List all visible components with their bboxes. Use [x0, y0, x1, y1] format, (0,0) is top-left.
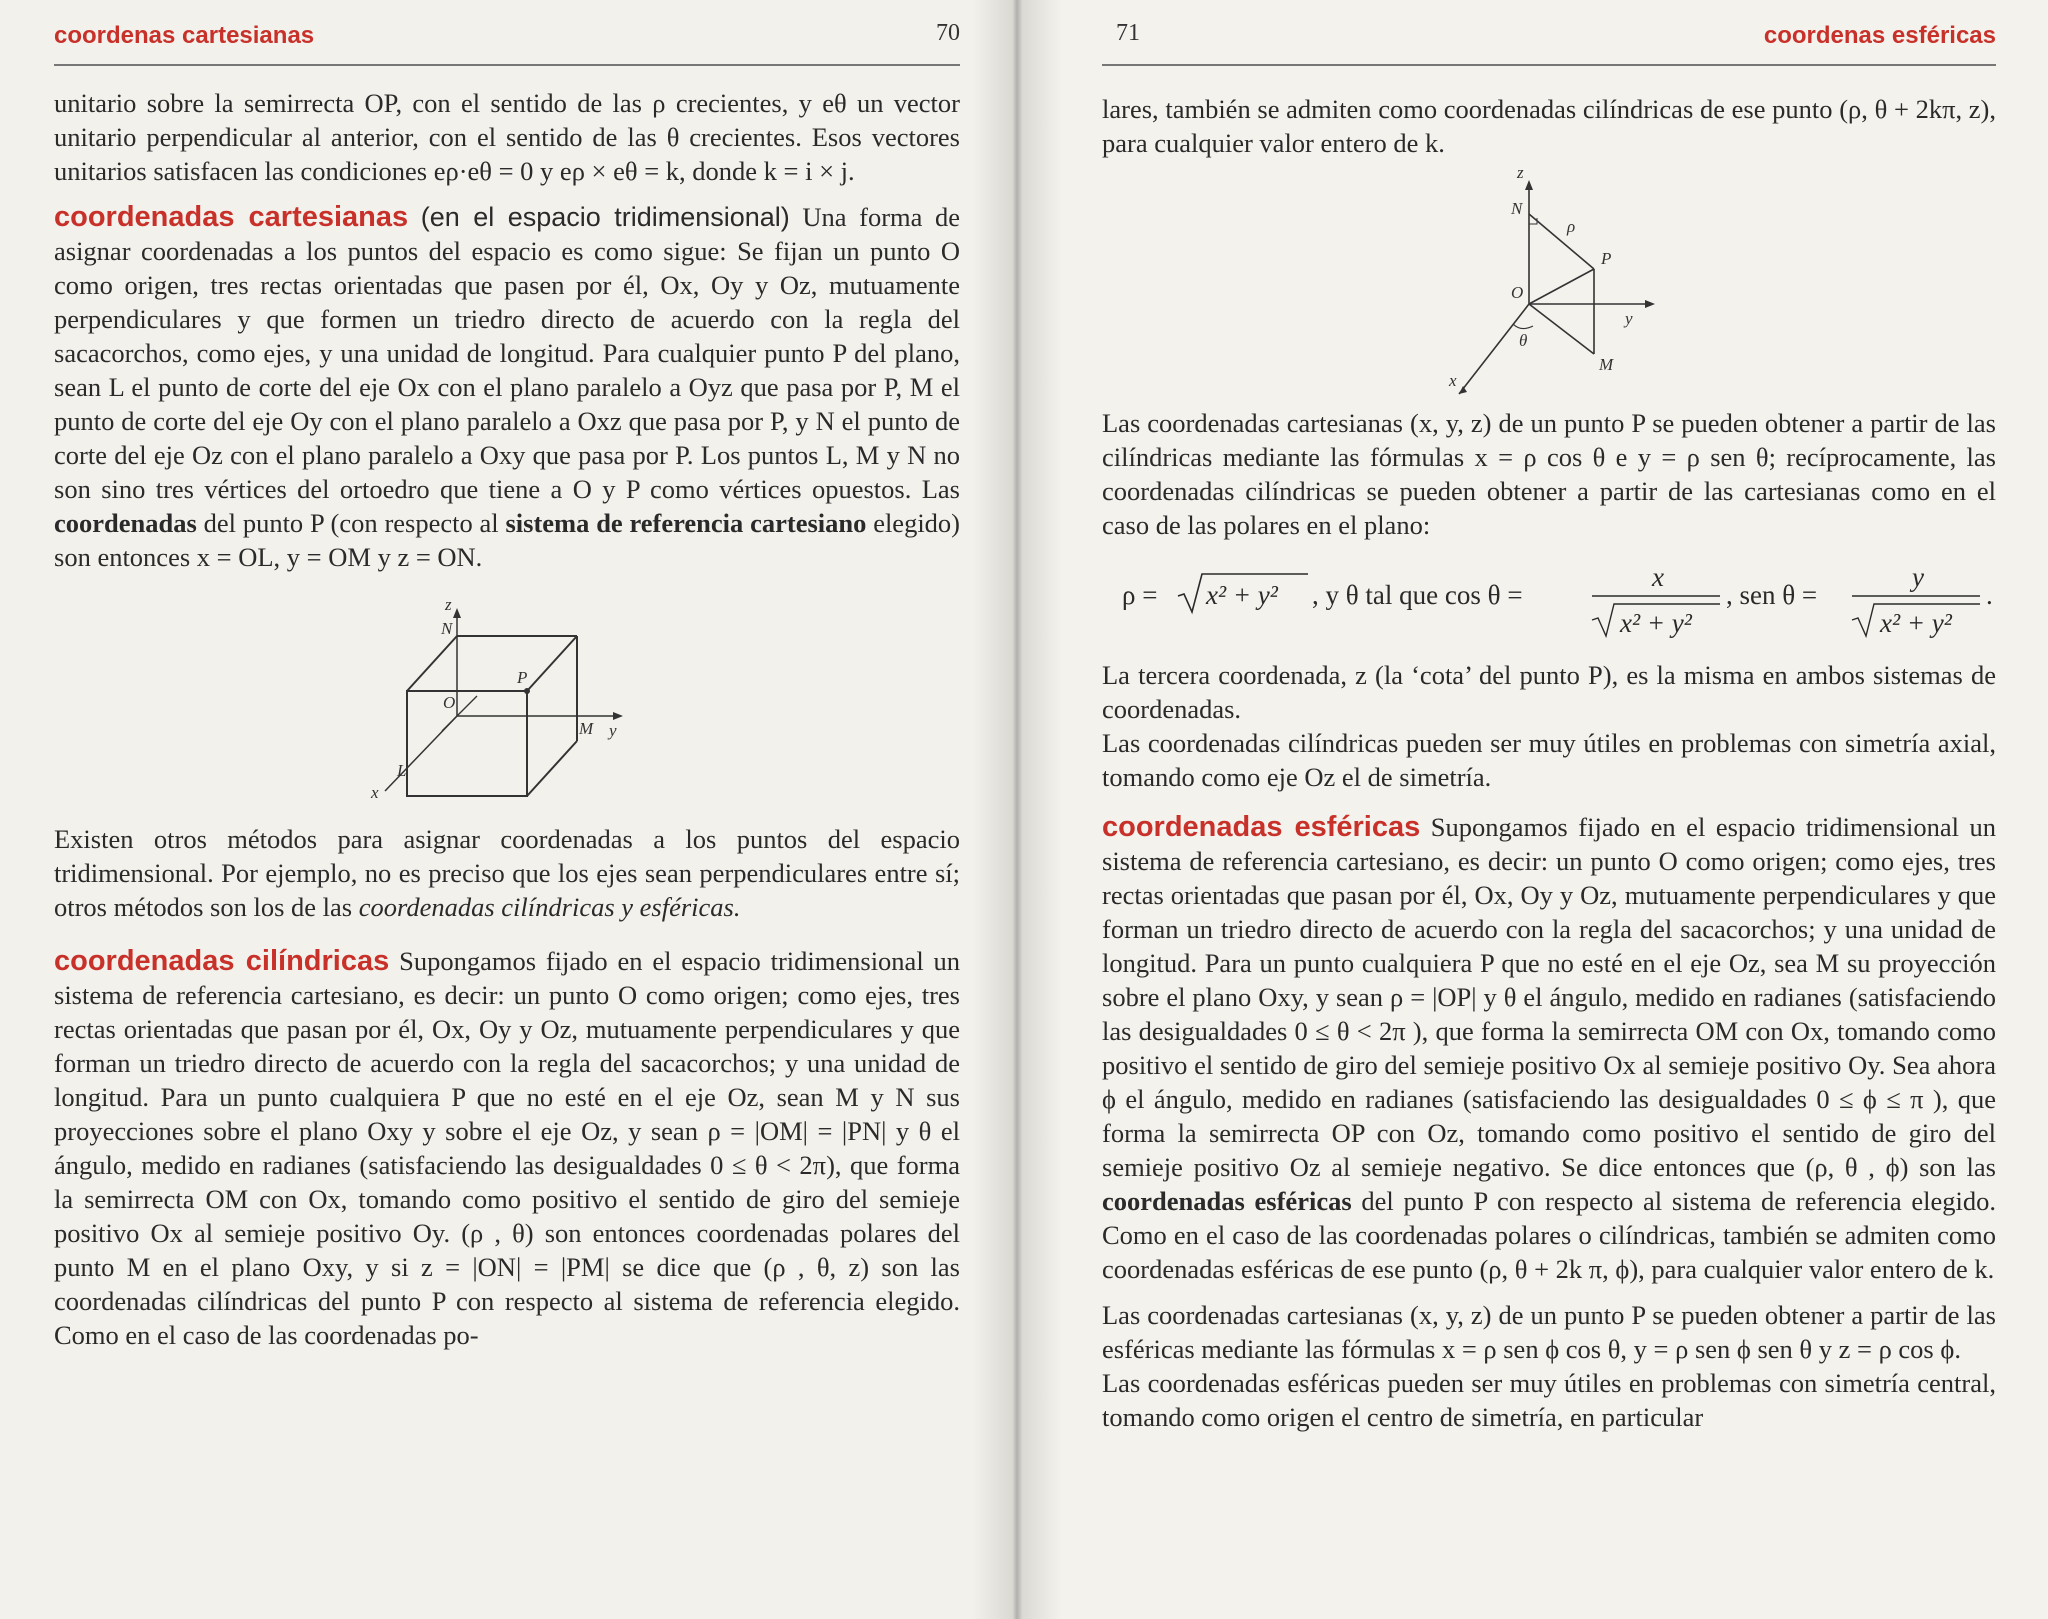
book-gutter [972, 0, 1062, 1619]
label-z: z [445, 595, 452, 614]
right-page [1016, 0, 2048, 1619]
entry-term: coordenadas cilíndricas [54, 945, 390, 977]
formula-end: . [1986, 580, 1993, 610]
label-theta: θ [1519, 331, 1528, 350]
paragraph: Las coordenadas esféricas pueden ser muy útiles en problemas con simetría central, tomando como origen el centro de simetría, en particular [1102, 1368, 1996, 1432]
label-P: P [1601, 249, 1612, 268]
label-O: O [1511, 283, 1524, 302]
label-y: y [1625, 309, 1633, 328]
left-page [0, 0, 1016, 1619]
label-x: x [371, 783, 379, 802]
paragraph-text: Existen otros métodos para asignar coordenadas a los puntos del espacio tridimensional. Por ejemplo, no es preciso que los ejes sean perpendiculares entre sí; otros métodos son los de las [54, 824, 960, 922]
paragraph: Las coordenadas cartesianas (x, y, z) de un punto P se pueden obtener a partir de las esféricas mediante las fórmulas x = ρ sen ϕ cos θ, y = ρ sen ϕ sen θ y z = ρ cos ϕ. [1102, 1300, 1996, 1364]
entry-subtitle: (en el espacio tridimensional) [420, 202, 790, 232]
formula-num-y: y [1912, 562, 1924, 592]
formula-den-2: x² + y² [1880, 608, 1952, 638]
paragraph: lares, también se admiten como coordenadas cilíndricas de ese punto (ρ, θ + 2kπ, z), para cualquier valor entero de k. [1102, 94, 1996, 158]
label-L: L [397, 761, 407, 780]
entry-term: coordenadas esféricas [1102, 811, 1421, 843]
label-P: P [517, 668, 528, 687]
page-header [54, 0, 960, 66]
page-number: 71 [1116, 20, 1140, 46]
paragraph: unitario sobre la semirrecta OP, con el sentido de las ρ crecientes, y eθ un vector unitario perpendicular al anterior, con el sentido de las θ crecientes. Esos vectores unitarios satisfacen las condiciones eρ·eθ = 0 y eρ × eθ = k, donde k = i × j. [54, 88, 960, 186]
entry-term: coordenadas cartesianas [54, 201, 409, 233]
bold-term: sistema de referencia cartesiano [505, 508, 867, 538]
label-M: M [579, 719, 594, 738]
cube-diagram [357, 586, 657, 816]
label-M: M [1599, 355, 1614, 374]
running-title: coordenas esféricas [1763, 22, 1996, 49]
entry-text: elegido) son entonces x = OL, y = OM y z = ON. [54, 508, 961, 572]
page-header [1102, 0, 1996, 66]
formula-rho: ρ = [1122, 580, 1158, 610]
label-O: O [443, 693, 456, 712]
entry-cilindricas [54, 944, 960, 1352]
running-title: coordenas cartesianas [54, 22, 315, 49]
label-N: N [441, 619, 453, 638]
paragraph [54, 822, 960, 924]
label-z: z [1517, 164, 1524, 182]
entry-text: del punto P con respecto al sistema de referencia elegido. Como en el caso de las coordenadas polares o cilíndricas, también se admiten como coordenadas esféricas de ese punto (ρ, θ + 2k π, ϕ), para cualquier valor entero de k. [1102, 1186, 1996, 1284]
entry-esfericas [1102, 810, 1996, 1286]
paragraph: Las coordenadas cilíndricas pueden ser muy útiles en problemas con simetría axial, tomando como eje Oz el de simetría. [1102, 728, 1996, 792]
entry-text: Supongamos fijado en el espacio tridimensional un sistema de referencia cartesiano, es decir: un punto O como origen; como ejes, tres rectas orientadas que pasan por él, Ox, Oy y Oz, mutuamente perpendiculares y que forman un triedro directo de acuerdo con la regla del sacacorchos; y una unidad de longitud. Para un punto cualquiera P que no esté en el eje Oz, sean M y N sus proyecciones sobre el plano Oxy y sobre el eje Oz, y sean ρ = |OM| = |PN| y θ el ángulo, medido en radianes (satisfaciendo las desigualdades 0 ≤ θ < 2π), que forma la semirrecta OM con Ox, tomando como positivo el sentido de giro del semieje positivo Ox al semieje positivo Oy. (ρ , θ) son entonces coordenadas polares del punto M en el plano Oxy, y si z = |ON| = |PM| se dice que (ρ , θ, z) son las coordenadas cilíndricas del punto P con respecto al sistema de referencia elegido. Como en el caso de las coordenadas po- [54, 946, 961, 1350]
label-y: y [609, 721, 617, 740]
formula-den-1: x² + y² [1620, 608, 1692, 638]
label-N: N [1511, 199, 1523, 218]
entry-text: del punto P (con respecto al [203, 508, 499, 538]
cube-figure [357, 586, 657, 816]
page-body [54, 86, 960, 1352]
bold-term: coordenadas [54, 508, 197, 538]
entry-text: Una forma de asignar coordenadas a los puntos del espacio es como sigue: Se fijan un punto O como origen, tres rectas orientadas que pasen por él, Ox, Oy y Oz, mutuamente perpendiculares y que formen un triedro directo de acuerdo con la regla del sacacorchos, como ejes, y una unidad de longitud. Para cualquier punto P del plano, sean L el punto de corte del eje Ox con el plano paralelo a Oyz que pasa por P, M el punto de corte del eje Oy con el plano paralelo a Oxz que pasa por P, y N el punto de corte del eje Oz con el plano paralelo a Oxy que pasa por P. Los puntos L, M y N no son sino tres vértices del ortoedro que tiene a O y P como vértices opuestos. Las [54, 202, 961, 504]
formula-sqrt-body: x² + y² [1206, 580, 1278, 610]
formula-rendering [1122, 560, 2002, 644]
cylindrical-figure [1419, 164, 1679, 404]
cylindrical-diagram [1419, 164, 1679, 404]
formula-num-x: x [1652, 562, 1664, 592]
formula-block [1122, 560, 1996, 644]
label-rho: ρ [1567, 217, 1576, 236]
formula-mid: , y θ tal que cos θ = [1312, 580, 1523, 610]
paragraph: La tercera coordenada, z (la ‘cota’ del punto P), es la misma en ambos sistemas de coordenadas. [1102, 660, 1996, 724]
paragraph: Las coordenadas cartesianas (x, y, z) de un punto P se pueden obtener a partir de las cilíndricas mediante las fórmulas x = ρ cos θ e y = ρ sen θ; recíprocamente, las coordenadas cilíndricas se pueden obtener a partir de las cartesianas como en el caso de las polares en el plano: [1102, 408, 1996, 540]
formula-sen: , sen θ = [1726, 580, 1818, 610]
page-body [1102, 92, 1996, 1434]
bold-term: coordenadas esféricas [1102, 1186, 1352, 1216]
italic-text: coordenadas cilíndricas y esféricas. [358, 892, 741, 922]
label-x: x [1449, 371, 1457, 390]
entry-text: Supongamos fijado en el espacio tridimensional un sistema de referencia cartesiano, es decir: un punto O como origen; como ejes, tres rectas orientadas que pasan por él, Ox, Oy y Oz, mutuamente perpendiculares y que forman un triedro directo de acuerdo con la regla del sacacorchos; y una unidad de longitud. Para un punto cualquiera P que no esté en el eje Oz, sea M su proyección sobre el plano Oxy, y sean ρ = |OP| y θ el ángulo, medido en radianes (satisfaciendo las desigualdades 0 ≤ θ < 2π ), que forma la semirrecta OM con Ox, tomando como positivo el sentido de giro del semieje positivo Ox al semieje positivo Oy. Sea ahora ϕ el ángulo, medido en radianes (satisfaciendo las desigualdades 0 ≤ ϕ ≤ π ), que forma la semirrecta OP con Oz, tomando como positivo el sentido de giro del semieje positivo Oz al semieje negativo. Se dice entonces que (ρ, θ , ϕ) son las [1102, 812, 1996, 1182]
entry-cartesianas [54, 200, 960, 574]
page-number: 70 [936, 20, 960, 46]
